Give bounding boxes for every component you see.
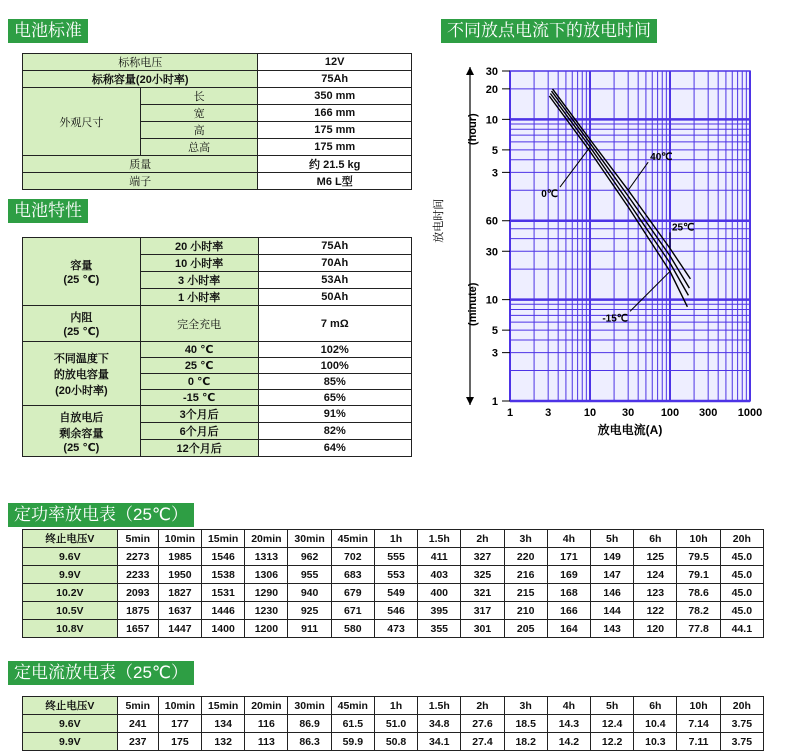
y-tick-label: 10 [485, 294, 498, 307]
column-header: 5min [117, 697, 158, 715]
table-cell: 144 [591, 602, 634, 620]
table-cell: 2233 [117, 566, 158, 584]
table-cell: 79.1 [677, 566, 720, 584]
y-tick-label: 60 [485, 215, 498, 228]
column-header: 20min [245, 530, 288, 548]
x-tick-label: 100 [660, 407, 680, 419]
y-tick-label: 5 [491, 144, 498, 157]
table-cell: 2273 [117, 548, 158, 566]
char-value: 102% [258, 342, 412, 358]
char-label-line: 容量 [70, 260, 93, 272]
row-label: 10.2V [23, 584, 118, 602]
section-header-discharge-chart: 不同放点电流下的放电时间 [441, 19, 657, 43]
table-cell: 86.3 [288, 733, 331, 751]
row-label: 9.9V [23, 733, 118, 751]
table-cell: 1306 [245, 566, 288, 584]
x-tick-label: 300 [698, 407, 718, 419]
column-header: 45min [331, 697, 374, 715]
char-value: 7 mΩ [258, 306, 412, 342]
spec-label: 标称容量(20小时率) [23, 71, 258, 88]
char-value: 64% [258, 440, 412, 457]
char-value: 50Ah [258, 289, 412, 306]
table-cell: 395 [418, 602, 461, 620]
char-group-label [23, 342, 141, 406]
discharge-time-chart [430, 56, 785, 448]
table-cell: 1538 [202, 566, 245, 584]
table-row [23, 584, 764, 602]
x-tick-label: 1 [506, 407, 514, 419]
spec-value: 约 21.5 kg [258, 156, 412, 173]
section-header-battery-spec: 电池标准 [8, 19, 88, 43]
section-header-constant-power: 定功率放电表（25℃） [8, 503, 194, 527]
table-cell: 168 [547, 584, 590, 602]
char-label: 12个月后 [140, 440, 258, 457]
column-header: 4h [547, 697, 590, 715]
battery-spec-table [22, 53, 412, 190]
table-cell: 205 [504, 620, 547, 638]
table-cell: 325 [461, 566, 504, 584]
table-cell: 134 [202, 715, 245, 733]
table-cell: 355 [418, 620, 461, 638]
table-cell: 940 [288, 584, 331, 602]
table-cell: 113 [245, 733, 288, 751]
column-header: 3h [504, 530, 547, 548]
table-cell: 210 [504, 602, 547, 620]
column-header: 45min [331, 530, 374, 548]
table-row [23, 715, 764, 733]
table-row [23, 733, 764, 751]
column-header: 终止电压V [23, 697, 118, 715]
table-cell: 45.0 [720, 602, 763, 620]
table-cell: 1546 [202, 548, 245, 566]
column-header: 20h [720, 530, 763, 548]
char-label: 25 ℃ [140, 358, 258, 374]
column-header: 10min [158, 530, 201, 548]
char-value: 75Ah [258, 238, 412, 255]
column-header: 30min [288, 530, 331, 548]
table-cell: 7.11 [677, 733, 720, 751]
y-tick-label: 1 [491, 396, 498, 408]
y-axis-label-minute: (minute) [467, 282, 479, 326]
row-label: 9.9V [23, 566, 118, 584]
spec-value: 175 mm [258, 139, 412, 156]
table-cell: 3.75 [720, 715, 763, 733]
char-label: 3 小时率 [140, 272, 258, 289]
x-tick-label: 30 [622, 407, 635, 419]
char-group-label [23, 306, 141, 342]
spec-label: 宽 [140, 105, 258, 122]
char-label: 1 小时率 [140, 289, 258, 306]
table-cell: 18.5 [504, 715, 547, 733]
char-label-line: (25 ℃) [63, 274, 100, 286]
table-cell: 1875 [117, 602, 158, 620]
table-cell: 86.9 [288, 715, 331, 733]
table-cell: 177 [158, 715, 201, 733]
table-cell: 143 [591, 620, 634, 638]
y-axis-label: 放电时间 [433, 198, 445, 243]
table-row [23, 566, 764, 584]
column-header: 15min [202, 530, 245, 548]
column-header: 5h [591, 530, 634, 548]
table-header-row [23, 530, 764, 548]
column-header: 5h [591, 697, 634, 715]
spec-value: 166 mm [258, 105, 412, 122]
spec-label: 标称电压 [23, 54, 258, 71]
char-value: 91% [258, 406, 412, 423]
table-cell: 124 [634, 566, 677, 584]
series-label: 0℃ [541, 189, 558, 201]
table-cell: 27.4 [461, 733, 504, 751]
table-row [23, 71, 412, 88]
table-cell: 1950 [158, 566, 201, 584]
row-label: 10.8V [23, 620, 118, 638]
table-cell: 120 [634, 620, 677, 638]
row-label: 10.5V [23, 602, 118, 620]
table-row [23, 406, 412, 423]
char-label-line: (25 ℃) [63, 326, 100, 338]
char-label-line: 的放电容量 [53, 368, 109, 381]
char-label-line: (20小时率) [55, 384, 108, 397]
y-tick-label: 3 [491, 167, 498, 180]
table-cell: 911 [288, 620, 331, 638]
char-value: 53Ah [258, 272, 412, 289]
x-tick-label: 3 [545, 407, 552, 419]
spec-value: 350 mm [258, 88, 412, 105]
table-cell: 1637 [158, 602, 201, 620]
table-cell: 321 [461, 584, 504, 602]
column-header: 10h [677, 530, 720, 548]
table-cell: 12.2 [591, 733, 634, 751]
table-cell: 1447 [158, 620, 201, 638]
x-tick-label: 1000 [737, 407, 763, 419]
table-cell: 59.9 [331, 733, 374, 751]
char-value: 85% [258, 374, 412, 390]
char-value: 65% [258, 390, 412, 406]
table-cell: 44.1 [720, 620, 763, 638]
table-cell: 925 [288, 602, 331, 620]
column-header: 2h [461, 530, 504, 548]
table-cell: 12.4 [591, 715, 634, 733]
char-value: 100% [258, 358, 412, 374]
constant-current-table [22, 696, 764, 751]
column-header: 1.5h [418, 530, 461, 548]
row-label: 9.6V [23, 715, 118, 733]
y-axis-label-hour: (hour) [467, 113, 479, 146]
table-cell: 1290 [245, 584, 288, 602]
y-tick-label: 5 [491, 325, 498, 338]
table-cell: 553 [374, 566, 417, 584]
table-cell: 166 [547, 602, 590, 620]
x-tick-label: 10 [583, 407, 597, 419]
char-value: 82% [258, 423, 412, 440]
table-cell: 2093 [117, 584, 158, 602]
table-cell: 14.2 [547, 733, 590, 751]
table-cell: 50.8 [374, 733, 417, 751]
table-cell: 61.5 [331, 715, 374, 733]
column-header: 2h [461, 697, 504, 715]
char-label: 完全充电 [140, 306, 258, 342]
table-cell: 301 [461, 620, 504, 638]
table-cell: 1313 [245, 548, 288, 566]
spec-value: 75Ah [258, 71, 412, 88]
table-row [23, 306, 412, 342]
table-cell: 34.8 [418, 715, 461, 733]
table-row [23, 548, 764, 566]
arrow-head-top [466, 67, 474, 75]
spec-label: 总高 [140, 139, 258, 156]
char-label-line: (25 ℃) [63, 441, 100, 454]
column-header: 3h [504, 697, 547, 715]
table-cell: 10.3 [634, 733, 677, 751]
table-cell: 1446 [202, 602, 245, 620]
table-cell: 220 [504, 548, 547, 566]
char-label: 3个月后 [140, 406, 258, 423]
column-header: 6h [634, 530, 677, 548]
table-cell: 1200 [245, 620, 288, 638]
char-label: 6个月后 [140, 423, 258, 440]
table-cell: 317 [461, 602, 504, 620]
char-label-line: 剩余容量 [59, 427, 104, 440]
table-row [23, 620, 764, 638]
table-cell: 1985 [158, 548, 201, 566]
table-cell: 122 [634, 602, 677, 620]
table-cell: 241 [117, 715, 158, 733]
table-cell: 955 [288, 566, 331, 584]
column-header: 终止电压V [23, 530, 118, 548]
arrow-head-bottom [466, 397, 474, 405]
y-tick-label: 20 [485, 83, 498, 96]
y-tick-label: 30 [485, 246, 498, 259]
char-label: -15 ℃ [140, 390, 258, 406]
char-label: 20 小时率 [140, 238, 258, 255]
table-cell: 164 [547, 620, 590, 638]
table-cell: 702 [331, 548, 374, 566]
y-tick-label: 3 [491, 347, 498, 360]
table-cell: 237 [117, 733, 158, 751]
table-cell: 403 [418, 566, 461, 584]
column-header: 20min [245, 697, 288, 715]
table-cell: 683 [331, 566, 374, 584]
section-header-constant-current: 定电流放电表（25℃） [8, 661, 194, 685]
char-label: 40 ℃ [140, 342, 258, 358]
table-cell: 3.75 [720, 733, 763, 751]
table-cell: 149 [591, 548, 634, 566]
table-cell: 132 [202, 733, 245, 751]
column-header: 10h [677, 697, 720, 715]
table-row [23, 342, 412, 358]
row-label: 9.6V [23, 548, 118, 566]
table-header-row [23, 697, 764, 715]
column-header: 20h [720, 697, 763, 715]
char-label: 0 ℃ [140, 374, 258, 390]
spec-label: 外观尺寸 [23, 88, 141, 156]
table-cell: 123 [634, 584, 677, 602]
spec-value: 175 mm [258, 122, 412, 139]
char-label-line: 不同温度下 [53, 352, 109, 365]
table-cell: 216 [504, 566, 547, 584]
table-cell: 34.1 [418, 733, 461, 751]
table-cell: 215 [504, 584, 547, 602]
table-row [23, 54, 412, 71]
table-cell: 79.5 [677, 548, 720, 566]
char-group-label [23, 406, 141, 457]
table-row [23, 238, 412, 255]
table-row [23, 88, 412, 105]
column-header: 1.5h [418, 697, 461, 715]
column-header: 1h [374, 530, 417, 548]
series-label: -15℃ [602, 313, 628, 325]
table-cell: 7.14 [677, 715, 720, 733]
table-row [23, 602, 764, 620]
table-cell: 78.2 [677, 602, 720, 620]
table-cell: 1400 [202, 620, 245, 638]
spec-value: 12V [258, 54, 412, 71]
table-cell: 555 [374, 548, 417, 566]
table-cell: 77.8 [677, 620, 720, 638]
table-cell: 78.6 [677, 584, 720, 602]
spec-label: 质量 [23, 156, 258, 173]
table-cell: 1657 [117, 620, 158, 638]
table-cell: 169 [547, 566, 590, 584]
column-header: 15min [202, 697, 245, 715]
table-cell: 1230 [245, 602, 288, 620]
table-cell: 549 [374, 584, 417, 602]
y-tick-label: 30 [485, 66, 498, 78]
table-cell: 400 [418, 584, 461, 602]
table-cell: 45.0 [720, 584, 763, 602]
table-cell: 146 [591, 584, 634, 602]
table-row [23, 173, 412, 190]
series-label: 40℃ [650, 152, 673, 164]
table-cell: 962 [288, 548, 331, 566]
spec-value: M6 L型 [258, 173, 412, 190]
table-cell: 147 [591, 566, 634, 584]
char-value: 70Ah [258, 255, 412, 272]
column-header: 10min [158, 697, 201, 715]
section-header-battery-char: 电池特性 [8, 199, 88, 223]
table-row [23, 156, 412, 173]
table-cell: 327 [461, 548, 504, 566]
table-cell: 580 [331, 620, 374, 638]
table-cell: 546 [374, 602, 417, 620]
column-header: 5min [117, 530, 158, 548]
table-cell: 45.0 [720, 548, 763, 566]
table-cell: 125 [634, 548, 677, 566]
table-cell: 14.3 [547, 715, 590, 733]
spec-label: 端子 [23, 173, 258, 190]
battery-char-table [22, 237, 412, 457]
table-cell: 51.0 [374, 715, 417, 733]
table-cell: 473 [374, 620, 417, 638]
constant-power-table [22, 529, 764, 638]
column-header: 1h [374, 697, 417, 715]
table-cell: 175 [158, 733, 201, 751]
y-tick-label: 10 [485, 114, 498, 127]
table-cell: 171 [547, 548, 590, 566]
char-label-line: 自放电后 [59, 411, 104, 424]
table-cell: 27.6 [461, 715, 504, 733]
char-label-line: 内阻 [70, 312, 93, 324]
spec-label: 长 [140, 88, 258, 105]
series-label: 25℃ [672, 222, 695, 234]
spec-label: 高 [140, 122, 258, 139]
column-header: 4h [547, 530, 590, 548]
table-cell: 10.4 [634, 715, 677, 733]
table-cell: 18.2 [504, 733, 547, 751]
x-axis-label: 放电电流(A) [597, 423, 663, 437]
column-header: 30min [288, 697, 331, 715]
char-group-label [23, 238, 141, 306]
table-cell: 671 [331, 602, 374, 620]
table-cell: 116 [245, 715, 288, 733]
table-cell: 411 [418, 548, 461, 566]
table-cell: 1531 [202, 584, 245, 602]
table-cell: 679 [331, 584, 374, 602]
char-label: 10 小时率 [140, 255, 258, 272]
table-cell: 1827 [158, 584, 201, 602]
table-cell: 45.0 [720, 566, 763, 584]
column-header: 6h [634, 697, 677, 715]
